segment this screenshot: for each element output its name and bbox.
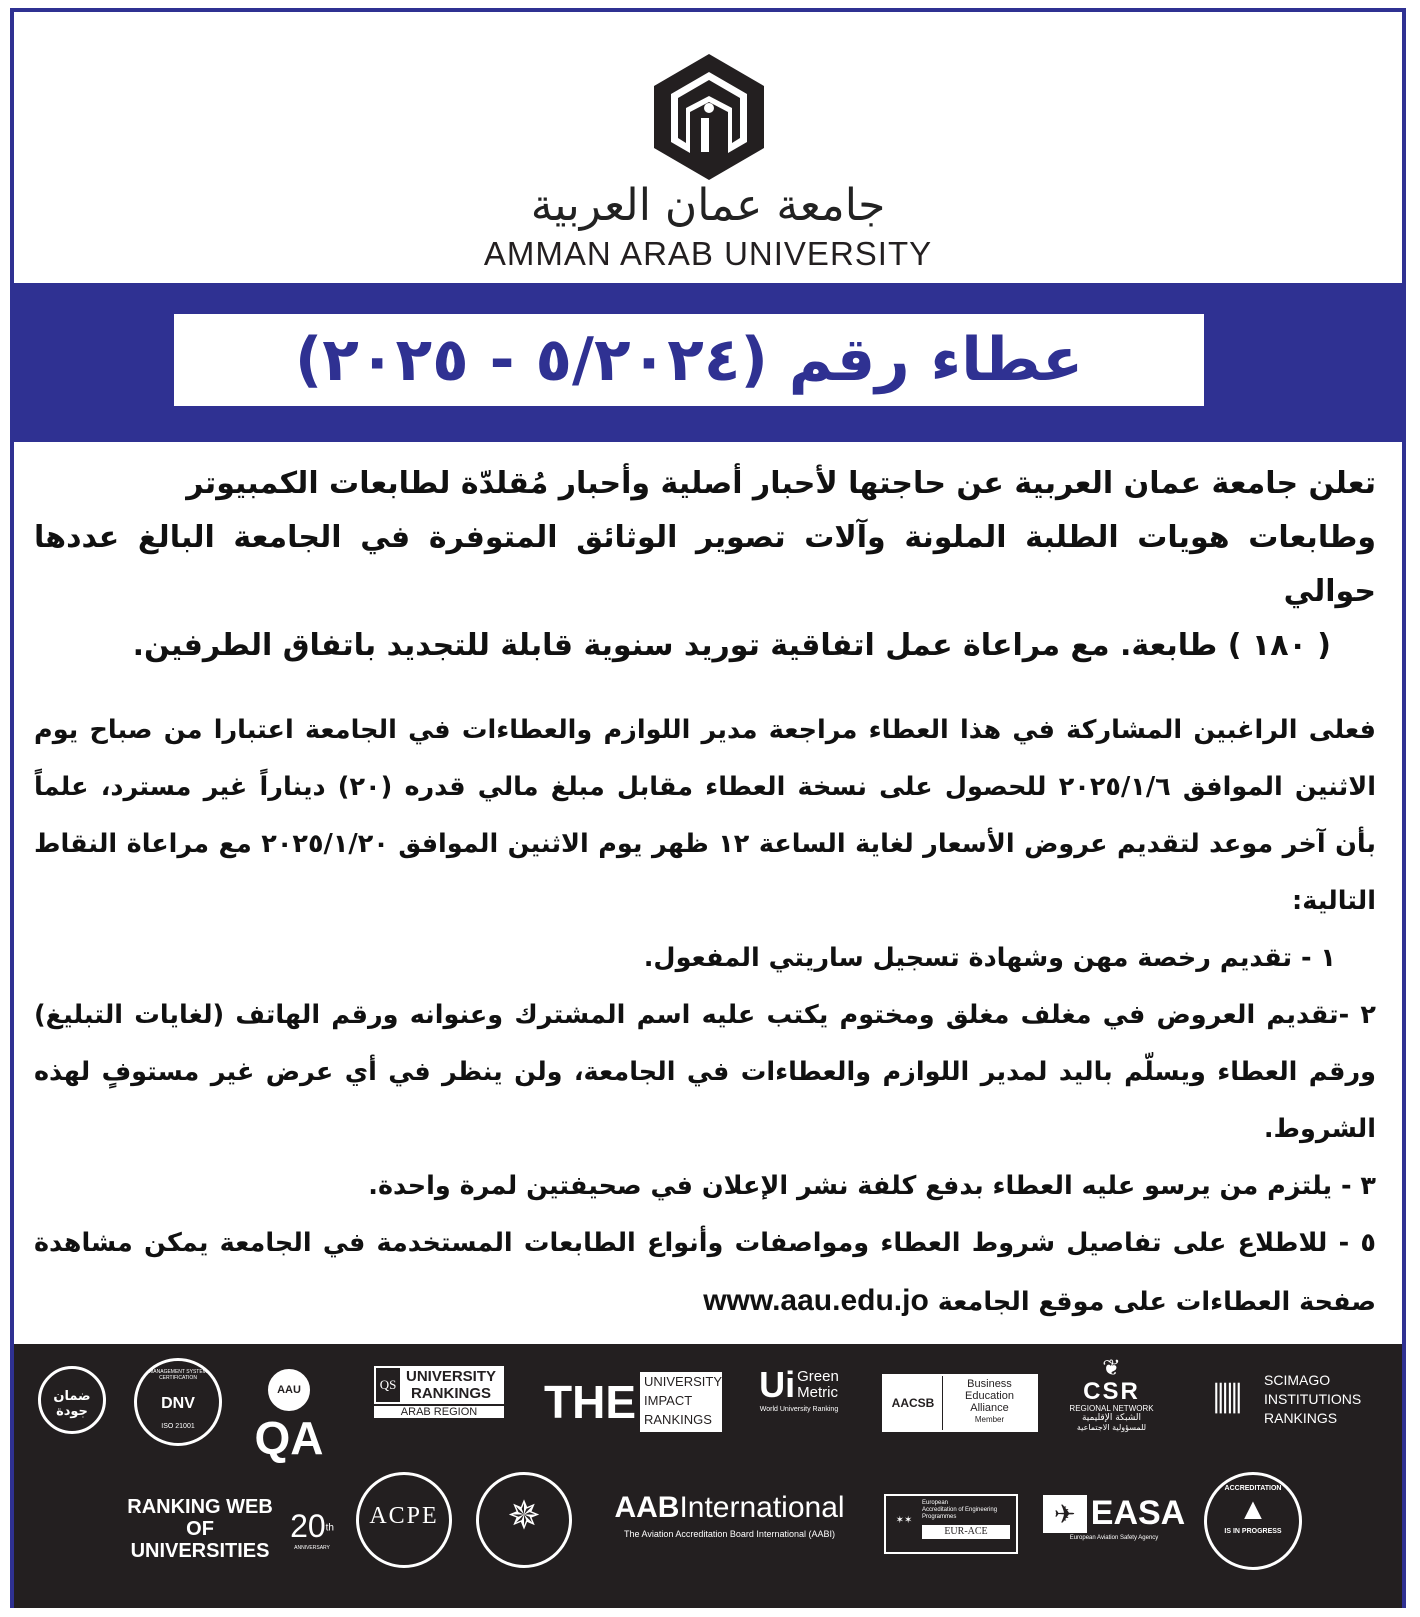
aau-small-mark: AAU <box>268 1369 310 1411</box>
webometrics-line-1: RANKING WEB <box>127 1496 273 1518</box>
qs-mark: QS <box>379 1377 397 1392</box>
header <box>14 12 1402 287</box>
easa-plane-icon: ✈ <box>1043 1495 1087 1533</box>
aacsb-member: Member <box>974 1415 1005 1424</box>
scimago-line-2: INSTITUTIONS <box>1264 1390 1362 1407</box>
qa-text: QA <box>254 1412 324 1464</box>
scimago-line-3: RANKINGS <box>1264 1409 1338 1426</box>
ui-greenmetric-logo <box>744 1364 854 1436</box>
csr-line-3: للمسؤولية الاجتماعية <box>1076 1423 1147 1432</box>
easa-sub: European Aviation Safety Agency <box>1069 1535 1159 1541</box>
dnv-logo <box>134 1358 222 1446</box>
the-line-2: IMPACT <box>644 1393 693 1408</box>
university-name-english: AMMAN ARAB UNIVERSITY <box>483 235 933 272</box>
easa-logo <box>1039 1494 1189 1550</box>
dnv-top-text: MANAGEMENT SYSTEM CERTIFICATION <box>149 1369 207 1381</box>
qs-line-2: RANKINGS <box>410 1385 491 1402</box>
csr-network-logo <box>1054 1356 1169 1438</box>
scimago-line-1: SCIMAGO <box>1264 1371 1331 1388</box>
ui-green: Green <box>797 1368 839 1385</box>
aabi-sub: The Aviation Accreditation Board International (AABI) <box>624 1529 835 1539</box>
the-line-3: RANKINGS <box>644 1412 712 1427</box>
dnv-iso-text: ISO 21001 <box>161 1423 195 1430</box>
point-3: ٣ - يلتزم من يرسو عليه العطاء بدفع كلفة نشر الإعلان في صحيفتين لمرة واحدة. <box>368 1171 1376 1201</box>
accreditation-footer <box>14 1344 1402 1608</box>
aabi-logo <box>592 1491 867 1546</box>
acpe-text: ACPE <box>369 1503 439 1529</box>
point-5-text: ٥ - للاطلاع على تفاصيل شروط العطاء ومواصفات وأنواع الطابعات المستخدمة في الجامعة يمكن مشاهدة صفحة العطاءات على موقع الجامعة <box>34 1228 1376 1317</box>
eurace-line-1: European <box>922 1500 949 1506</box>
intro-line-1: تعلن جامعة عمان العربية عن حاجتها لأحبار أصلية وأحبار مُقلدّة لطابعات الكمبيوتر <box>186 466 1376 501</box>
aau-qa-logo <box>239 1369 339 1464</box>
jawda-seal-icon <box>38 1366 106 1434</box>
the-impact-logo <box>544 1372 723 1432</box>
aacsb-line-2: Education <box>965 1390 1014 1402</box>
tender-title: عطاء رقم (٥/٢٠٢٤ - ٢٠٢٥) <box>294 325 1084 395</box>
qs-rankings-logo <box>374 1366 504 1428</box>
accreditation-top: ACCREDITATION <box>1224 1485 1282 1492</box>
aacsb-line-1: Business <box>967 1378 1012 1390</box>
the-line-1: UNIVERSITY <box>644 1374 723 1389</box>
jawda-logo <box>32 1366 112 1441</box>
university-name-arabic: جامعة عمان العربية <box>530 180 886 231</box>
tender-banner-box <box>174 314 1204 406</box>
accreditation-progress-logo <box>1204 1472 1302 1570</box>
acpe-logo <box>356 1472 452 1568</box>
csr-leaf-icon: ❦ <box>1102 1355 1121 1380</box>
website-link[interactable]: www.aau.edu.jo <box>703 1284 929 1317</box>
ui-sub: World University Ranking <box>759 1406 839 1413</box>
aacsb-mark: AACSB <box>884 1376 943 1430</box>
eurace-mark: EUR-ACE <box>922 1525 1010 1539</box>
dnv-text: DNV <box>161 1395 195 1412</box>
arabic-seal-icon: ✵ <box>507 1494 541 1538</box>
ui-mark: Ui <box>759 1364 796 1405</box>
point-1: ١ - تقديم رخصة مهن وشهادة تسجيل ساريتي المفعول. <box>643 943 1336 973</box>
webometrics-line-2: OF UNIVERSITIES <box>130 1518 270 1562</box>
aabi-light: International <box>679 1491 845 1524</box>
intro-text <box>34 457 1376 673</box>
jawda-text: ضمان جودة <box>53 1389 91 1419</box>
quality-seal-logo <box>476 1472 572 1568</box>
details-text <box>34 702 1376 1331</box>
csr-line-2: الشبكة الإقليمية <box>1081 1413 1142 1423</box>
point-2: ٢ -تقديم العروض في مغلف مغلق ومختوم يكتب عليه اسم المشترك وعنوانه ورقم الهاتف (لغايات التبليغ) ورقم العطاء ويسلّم باليد لمدير اللوازم والعطاءات في الجامعة، ولن ينظر في أي عرض غير مستوفٍ لهذه الشروط. <box>34 1000 1376 1144</box>
scimago-logo <box>1189 1369 1399 1429</box>
point-5 <box>34 1215 1376 1331</box>
qs-line-3: ARAB REGION <box>374 1406 504 1418</box>
advertisement-frame <box>10 8 1406 1608</box>
aacsb-line-3: Alliance <box>970 1402 1009 1414</box>
qs-line-1: UNIVERSITY <box>405 1368 496 1385</box>
the-mark: THE <box>544 1376 636 1428</box>
intro-line-2: وطابعات هويات الطلبة الملونة وآلات تصوير الوثائق المتوفرة في الجامعة البالغ عددها حوالي <box>34 520 1376 609</box>
csr-line-1: REGIONAL NETWORK <box>1069 1404 1154 1413</box>
webometrics-th: th <box>325 1522 334 1534</box>
easa-mark: EASA <box>1090 1494 1186 1532</box>
tender-banner <box>14 283 1402 442</box>
csr-mark: CSR <box>1083 1378 1140 1405</box>
aau-logo-icon <box>644 52 774 182</box>
eurace-line-2: Accreditation of Engineering <box>922 1507 998 1513</box>
scimago-columns-icon: ⫼⫼ <box>1212 1379 1241 1418</box>
ui-metric: Metric <box>797 1384 838 1401</box>
details-paragraph: فعلى الراغبين المشاركة في هذا العطاء مراجعة مدير اللوازم والعطاءات في الجامعة اعتبارا من صباح يوم الاثنين الموافق ٢٠٢٥/١/٦ للحصول على نسخة العطاء مقابل مبلغ مالي قدره (٢٠) ديناراً غير مسترد، علماً بأن آخر موعد لتقديم عروض الأسعار لغاية الساعة ١٢ ظهر يوم الاثنين الموافق ٢٠٢٥/١/٢٠ مع مراعاة النقاط التالية: <box>34 715 1376 916</box>
webometrics-logo <box>114 1496 334 1562</box>
accreditation-bottom: IS IN PROGRESS <box>1224 1528 1282 1535</box>
accreditation-a-icon: ▲ <box>1238 1493 1268 1526</box>
webometrics-years: 20 <box>290 1507 326 1544</box>
eurace-line-3: Programmes <box>922 1514 957 1520</box>
webometrics-anniv: ANNIVERSARY <box>294 1544 330 1551</box>
aabi-bold: AAB <box>614 1491 680 1524</box>
eu-stars-icon: ✶✶ <box>895 1515 913 1526</box>
intro-line-3: ( ١٨٠ ) طابعة. مع مراعاة عمل اتفاقية توريد سنوية قابلة للتجديد باتفاق الطرفين. <box>132 628 1331 663</box>
aacsb-logo <box>882 1374 1038 1432</box>
eur-ace-logo <box>884 1494 1018 1554</box>
